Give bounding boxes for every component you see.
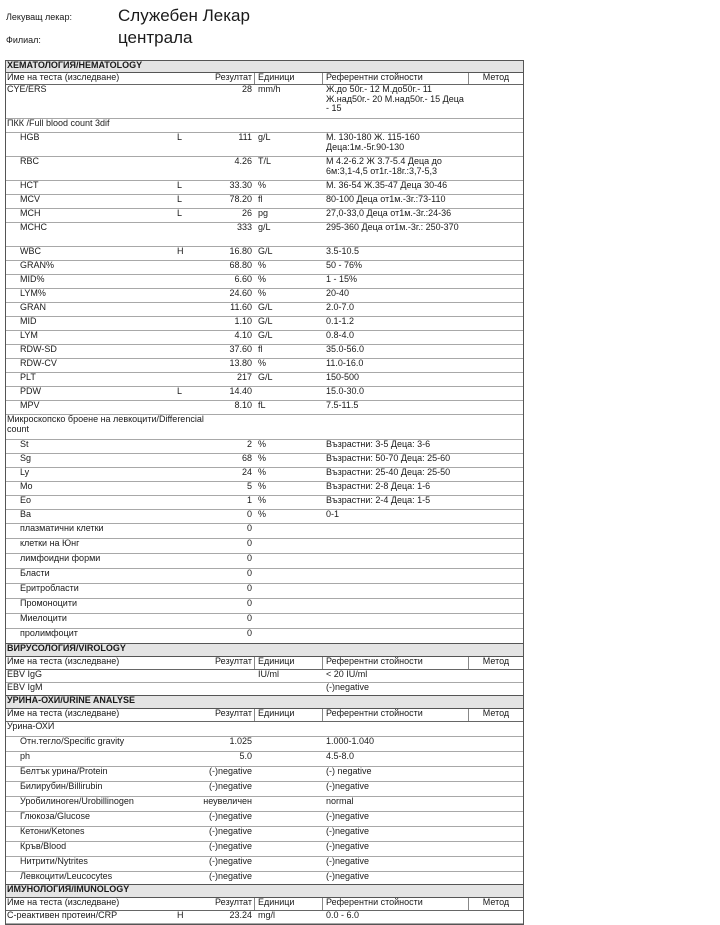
test-name: Белтък урина/Protein bbox=[20, 766, 108, 776]
result-row bbox=[6, 842, 523, 857]
result-value: 0 bbox=[246, 523, 252, 533]
column-name: Име на теста (изследване) bbox=[7, 656, 120, 666]
result-row bbox=[6, 387, 523, 401]
reference-range: 295-360 Деца от1м.-3г.: 250-370 bbox=[326, 222, 459, 232]
reference-range: 35.0-56.0 bbox=[326, 344, 365, 354]
reference-range: 27,0-33,0 Деца от1м.-3г.:24-36 bbox=[326, 208, 452, 218]
test-name: WBC bbox=[20, 246, 41, 256]
result-flag: L bbox=[177, 132, 183, 142]
reference-range: (-)negative bbox=[326, 871, 370, 881]
result-row bbox=[6, 482, 523, 496]
reference-range: 0.1-1.2 bbox=[326, 316, 355, 326]
result-value: 4.26 bbox=[234, 156, 252, 166]
result-row bbox=[6, 359, 523, 373]
result-value: 217 bbox=[236, 372, 252, 382]
test-name: PLT bbox=[20, 372, 36, 382]
result-row bbox=[6, 683, 523, 695]
result-unit: fL bbox=[258, 400, 266, 410]
test-name: Левкоцити/Leucocytes bbox=[20, 871, 113, 881]
result-row bbox=[6, 797, 523, 812]
test-name: MCH bbox=[20, 208, 41, 218]
reference-range: 50 - 76% bbox=[326, 260, 363, 270]
result-row bbox=[6, 782, 523, 797]
result-row bbox=[6, 670, 523, 683]
result-row bbox=[6, 223, 523, 247]
result-unit: % bbox=[258, 180, 267, 190]
test-name: GRAN% bbox=[20, 260, 55, 270]
result-unit: G/L bbox=[258, 372, 273, 382]
result-unit: G/L bbox=[258, 302, 273, 312]
result-row bbox=[6, 373, 523, 387]
result-unit: % bbox=[258, 509, 267, 519]
result-row bbox=[6, 209, 523, 223]
column-method: Метод bbox=[482, 897, 510, 907]
reference-range: Ж.до 50г.- 12 М.до50г.- 11 Ж.над50г.- 20 М.над50г.- 15 Деца - 15 bbox=[326, 84, 464, 114]
result-unit: % bbox=[258, 481, 267, 491]
reference-range: 7.5-11.5 bbox=[326, 400, 359, 410]
reference-range: 11.0-16.0 bbox=[326, 358, 364, 368]
reference-range: (-)negative bbox=[326, 841, 370, 851]
section-header bbox=[6, 643, 523, 657]
result-value: 16.80 bbox=[229, 246, 252, 256]
test-name: Нитрити/Nytrites bbox=[20, 856, 88, 866]
result-value: 6.60 bbox=[234, 274, 252, 284]
result-unit: % bbox=[258, 288, 267, 298]
test-group-row bbox=[6, 722, 523, 737]
result-unit: fl bbox=[258, 344, 263, 354]
result-value: 0 bbox=[246, 509, 252, 519]
result-flag: L bbox=[177, 386, 183, 396]
test-name: PDW bbox=[20, 386, 41, 396]
result-value: 14.40 bbox=[229, 386, 252, 396]
result-unit: mg/l bbox=[258, 910, 276, 920]
result-row bbox=[6, 247, 523, 261]
result-value: 1.10 bbox=[234, 316, 252, 326]
result-row bbox=[6, 629, 523, 643]
results-table bbox=[5, 60, 524, 925]
test-name: LYM bbox=[20, 330, 38, 340]
result-row bbox=[6, 872, 523, 884]
column-method: Метод bbox=[482, 72, 510, 82]
result-row bbox=[6, 401, 523, 415]
section-title: ВИРУСОЛОГИЯ/VIROLOGY bbox=[7, 643, 126, 653]
result-value: (-)negative bbox=[208, 781, 252, 791]
result-value: 0 bbox=[246, 613, 252, 623]
branch-value: централа bbox=[118, 28, 193, 47]
test-name: CYE/ERS bbox=[7, 84, 47, 94]
result-unit: T/L bbox=[258, 156, 272, 166]
result-value: 0 bbox=[246, 538, 252, 548]
test-name: Ba bbox=[20, 509, 32, 519]
result-row bbox=[6, 496, 523, 510]
result-row bbox=[6, 289, 523, 303]
reference-range: 2.0-7.0 bbox=[326, 302, 355, 312]
reference-range: Възрастни: 2-8 Деца: 1-6 bbox=[326, 481, 431, 491]
reference-range: М 4.2-6.2 Ж 3.7-5.4 Деца до 6м:3,1-4,5 от1г.-18г.:3,7-5,3 bbox=[326, 156, 442, 176]
result-value: (-)negative bbox=[208, 826, 252, 836]
result-row bbox=[6, 752, 523, 767]
column-name: Име на теста (изследване) bbox=[7, 708, 120, 718]
result-row bbox=[6, 827, 523, 842]
result-unit: % bbox=[258, 260, 267, 270]
result-row bbox=[6, 614, 523, 629]
reference-range: М. 130-180 Ж. 115-160 Деца:1м.-5г.90-130 bbox=[326, 132, 420, 152]
column-name: Име на теста (изследване) bbox=[7, 72, 120, 82]
section-title: УРИНА-ОХИ/URINE ANALYSE bbox=[7, 695, 136, 705]
test-name: Глюкоза/Glucose bbox=[20, 811, 90, 821]
result-value: (-)negative bbox=[208, 841, 252, 851]
test-name: HCT bbox=[20, 180, 39, 190]
reference-range: 0.0 - 6.0 bbox=[326, 910, 360, 920]
result-flag: L bbox=[177, 180, 183, 190]
test-name: Уробилиноген/Urobillinogen bbox=[20, 796, 134, 806]
result-row bbox=[6, 275, 523, 289]
test-name: MID bbox=[20, 316, 37, 326]
test-name: MCHC bbox=[20, 222, 47, 232]
test-name: HGB bbox=[20, 132, 40, 142]
reference-range: Възрастни: 25-40 Деца: 25-50 bbox=[326, 467, 451, 477]
column-method: Метод bbox=[482, 708, 510, 718]
result-unit: pg bbox=[258, 208, 269, 218]
test-group-row bbox=[6, 119, 523, 133]
result-value: 23.24 bbox=[229, 910, 252, 920]
branch-label: Филиал: bbox=[6, 35, 41, 45]
reference-range: Възрастни: 50-70 Деца: 25-60 bbox=[326, 453, 451, 463]
result-row bbox=[6, 911, 523, 924]
reference-range: 1.000-1.040 bbox=[326, 736, 375, 746]
column-result: Резултат bbox=[215, 72, 252, 82]
section-title: ИМУНОЛОГИЯ/IMUNOLOGY bbox=[7, 884, 130, 894]
test-name: EBV IgM bbox=[7, 682, 43, 692]
result-value: 24 bbox=[241, 467, 252, 477]
reference-range: Възрастни: 3-5 Деца: 3-6 bbox=[326, 439, 431, 449]
result-row bbox=[6, 85, 523, 119]
doctor-value: Служебен Лекар bbox=[118, 6, 250, 25]
result-unit: % bbox=[258, 495, 267, 505]
result-row bbox=[6, 440, 523, 454]
section-title: ХЕМАТОЛОГИЯ/HEMATOLOGY bbox=[7, 60, 143, 70]
column-ref: Референтни стойности bbox=[326, 708, 423, 718]
result-value: 0 bbox=[246, 598, 252, 608]
result-flag: H bbox=[177, 910, 184, 920]
test-name: лимфоидни форми bbox=[20, 553, 101, 563]
column-name: Име на теста (изследване) bbox=[7, 897, 120, 907]
result-row bbox=[6, 737, 523, 752]
reference-range: 0-1 bbox=[326, 509, 340, 519]
result-value: 2 bbox=[246, 439, 252, 449]
reference-range: (-)negative bbox=[326, 856, 370, 866]
result-value: 8.10 bbox=[234, 400, 252, 410]
test-name: Бласти bbox=[20, 568, 50, 578]
result-unit: G/L bbox=[258, 330, 273, 340]
result-flag: L bbox=[177, 208, 183, 218]
result-row bbox=[6, 569, 523, 584]
section-header bbox=[6, 884, 523, 898]
result-value: 333 bbox=[236, 222, 252, 232]
result-value: 1 bbox=[246, 495, 252, 505]
reference-range: 0.8-4.0 bbox=[326, 330, 355, 340]
test-name: ph bbox=[20, 751, 31, 761]
result-unit: % bbox=[258, 467, 267, 477]
reference-range: 150-500 bbox=[326, 372, 360, 382]
column-result: Резултат bbox=[215, 708, 252, 718]
test-name: Еритробласти bbox=[20, 583, 79, 593]
result-row bbox=[6, 261, 523, 275]
test-name: RBC bbox=[20, 156, 40, 166]
result-row bbox=[6, 584, 523, 599]
column-ref: Референтни стойности bbox=[326, 656, 423, 666]
column-unit: Единици bbox=[258, 72, 295, 82]
column-result: Резултат bbox=[215, 656, 252, 666]
result-value: 11.60 bbox=[230, 302, 252, 312]
result-value: 5.0 bbox=[239, 751, 252, 761]
result-value: (-)negative bbox=[208, 811, 252, 821]
result-unit: G/L bbox=[258, 246, 273, 256]
reference-range: 3.5-10.5 bbox=[326, 246, 360, 256]
result-unit: % bbox=[258, 439, 267, 449]
result-value: 68 bbox=[241, 453, 252, 463]
result-value: 0 bbox=[246, 568, 252, 578]
result-row bbox=[6, 345, 523, 359]
reference-range: (-)negative bbox=[326, 682, 370, 692]
column-ref: Референтни стойности bbox=[326, 72, 423, 82]
result-value: (-)negative bbox=[208, 766, 252, 776]
test-name: Промоноцити bbox=[20, 598, 77, 608]
test-group-name: ПКК /Full blood count 3dif bbox=[7, 118, 110, 128]
result-row bbox=[6, 454, 523, 468]
reference-range: 80-100 Деца от1м.-3г.:73-110 bbox=[326, 194, 446, 204]
result-value: 111 bbox=[238, 132, 252, 142]
result-unit: g/L bbox=[258, 222, 271, 232]
reference-range: 15.0-30.0 bbox=[326, 386, 365, 396]
result-unit: % bbox=[258, 453, 267, 463]
reference-range: Възрастни: 2-4 Деца: 1-5 bbox=[326, 495, 431, 505]
test-name: Отн.тегло/Specific gravity bbox=[20, 736, 125, 746]
result-value: 78.20 bbox=[229, 194, 252, 204]
test-name: Mo bbox=[20, 481, 33, 491]
result-row bbox=[6, 767, 523, 782]
reference-range: 4.5-8.0 bbox=[326, 751, 355, 761]
reference-range: normal bbox=[326, 796, 354, 806]
result-value: неувеличен bbox=[203, 796, 252, 806]
reference-range: (-)negative bbox=[326, 811, 370, 821]
column-ref: Референтни стойности bbox=[326, 897, 423, 907]
test-name: Sg bbox=[20, 453, 32, 463]
result-value: 13.80 bbox=[229, 358, 252, 368]
result-value: 1.025 bbox=[229, 736, 252, 746]
result-value: 0 bbox=[246, 628, 252, 638]
test-name: RDW-CV bbox=[20, 358, 57, 368]
result-value: 0 bbox=[246, 583, 252, 593]
test-name: Билирубин/Billirubin bbox=[20, 781, 103, 791]
reference-range: (-)negative bbox=[326, 826, 370, 836]
test-name: Кетони/Ketones bbox=[20, 826, 85, 836]
result-value: 4.10 bbox=[234, 330, 252, 340]
column-result: Резултат bbox=[215, 897, 252, 907]
reference-range: М. 36-54 Ж.35-47 Деца 30-46 bbox=[326, 180, 448, 190]
result-row bbox=[6, 317, 523, 331]
result-value: (-)negative bbox=[208, 856, 252, 866]
column-unit: Единици bbox=[258, 656, 295, 666]
result-value: 24.60 bbox=[229, 288, 252, 298]
section-header bbox=[6, 695, 523, 709]
test-name: RDW-SD bbox=[20, 344, 57, 354]
result-row bbox=[6, 468, 523, 482]
result-row bbox=[6, 331, 523, 345]
test-name: MCV bbox=[20, 194, 40, 204]
result-row bbox=[6, 857, 523, 872]
result-row bbox=[6, 510, 523, 524]
test-name: MID% bbox=[20, 274, 45, 284]
result-unit: IU/ml bbox=[258, 669, 279, 679]
test-group-row bbox=[6, 415, 523, 440]
result-row bbox=[6, 599, 523, 614]
test-group-name: Урина-ОХИ bbox=[7, 721, 55, 731]
result-unit: G/L bbox=[258, 316, 273, 326]
reference-range: 20-40 bbox=[326, 288, 350, 298]
test-name: St bbox=[20, 439, 29, 449]
column-header-row bbox=[6, 709, 523, 722]
result-row bbox=[6, 524, 523, 539]
result-unit: fl bbox=[258, 194, 263, 204]
result-row bbox=[6, 812, 523, 827]
reference-range: 1 - 15% bbox=[326, 274, 358, 284]
result-value: 28 bbox=[241, 84, 252, 94]
result-row bbox=[6, 554, 523, 569]
test-name: С-реактивен протеин/CRP bbox=[7, 910, 118, 920]
test-name: Миелоцити bbox=[20, 613, 67, 623]
column-method: Метод bbox=[482, 656, 510, 666]
result-value: 26 bbox=[241, 208, 252, 218]
result-row bbox=[6, 303, 523, 317]
column-unit: Единици bbox=[258, 897, 295, 907]
reference-range: (-) negative bbox=[326, 766, 372, 776]
result-value: 33.30 bbox=[229, 180, 252, 190]
result-flag: H bbox=[177, 246, 184, 256]
test-name: клетки на Юнг bbox=[20, 538, 80, 548]
result-row bbox=[6, 195, 523, 209]
test-name: пролимфоцит bbox=[20, 628, 78, 638]
result-row bbox=[6, 133, 523, 157]
result-value: 5 bbox=[246, 481, 252, 491]
test-name: плазматични клетки bbox=[20, 523, 104, 533]
test-name: Ly bbox=[20, 467, 30, 477]
result-unit: % bbox=[258, 274, 267, 284]
result-row bbox=[6, 539, 523, 554]
result-row bbox=[6, 181, 523, 195]
result-value: 68.80 bbox=[229, 260, 252, 270]
test-name: MPV bbox=[20, 400, 40, 410]
result-unit: % bbox=[258, 358, 267, 368]
result-flag: L bbox=[177, 194, 183, 204]
test-name: Кръв/Blood bbox=[20, 841, 67, 851]
result-unit: mm/h bbox=[258, 84, 281, 94]
test-name: GRAN bbox=[20, 302, 47, 312]
reference-range: (-)negative bbox=[326, 781, 370, 791]
result-row bbox=[6, 157, 523, 181]
result-unit: g/L bbox=[258, 132, 271, 142]
column-unit: Единици bbox=[258, 708, 295, 718]
test-name: Eo bbox=[20, 495, 32, 505]
test-group-name: Микроскопско броене на левкоцити/Differencial count bbox=[7, 414, 204, 434]
result-value: (-)negative bbox=[208, 871, 252, 881]
test-name: EBV IgG bbox=[7, 669, 43, 679]
result-value: 37.60 bbox=[229, 344, 252, 354]
doctor-label: Лекуващ лекар: bbox=[6, 12, 72, 22]
result-value: 0 bbox=[246, 553, 252, 563]
test-name: LYM% bbox=[20, 288, 46, 298]
reference-range: < 20 IU/ml bbox=[326, 669, 368, 679]
